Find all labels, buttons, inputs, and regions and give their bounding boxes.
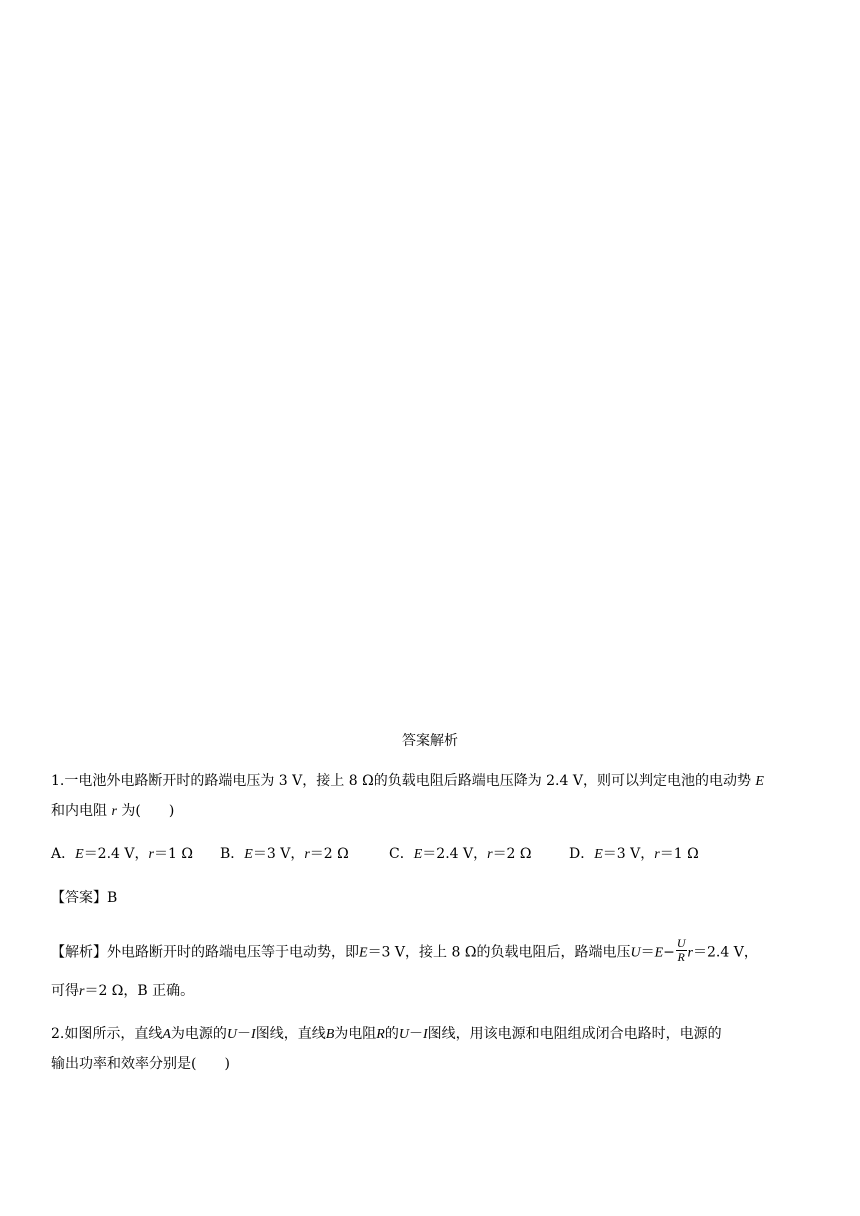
- q1-var-r: r: [111, 804, 117, 819]
- answer-tag: 【答案】: [51, 890, 107, 906]
- q1-stem-text3: 为( ): [121, 803, 175, 819]
- option-b: B．E＝3 V，r＝2 Ω: [220, 846, 349, 862]
- q1-stem-text: 1.一电池外电路断开时的路端电压为 3 V，接上 8 Ω的负载电阻后路端电压降为 2.4 V，则可以判定电池的电动势: [51, 773, 751, 789]
- section-title: 答案解析: [402, 733, 458, 749]
- option-c: C．E＝2.4 V，r＝2 Ω: [389, 846, 532, 862]
- q1-analysis-line1: 【解析】外电路断开时的路端电压等于电动势，即E＝3 V，接上 8 Ω的负载电阻后，路端电压U＝E− $\frac{U}{R}$ r＝2.4 V，: [51, 936, 758, 964]
- q1-var-E: E: [755, 774, 764, 789]
- q1-options: [51, 844, 699, 865]
- q1-stem-line2: [51, 801, 174, 822]
- option-d: D．E＝3 V，r＝1 Ω: [569, 846, 699, 862]
- q1-stem-text2: 和内电阻: [51, 803, 107, 819]
- fraction-u-over-r: $\frac{U}{R}$: [676, 936, 686, 964]
- q1-stem-line1: [51, 771, 764, 792]
- q1-answer: [51, 888, 117, 908]
- analysis-tag: 【解析】: [51, 944, 107, 961]
- q2-stem-line1: 2.如图所示，直线A为电源的U－I图线，直线B为电阻R的U－I图线，用该电源和电阻组成闭合电路时，电源的: [51, 1026, 722, 1042]
- answer-value: B: [107, 890, 118, 906]
- option-a: A．E＝2.4 V，r＝1 Ω: [51, 846, 193, 862]
- q2-stem-line2: 输出功率和效率分别是( ): [51, 1056, 230, 1072]
- q1-analysis-line2: 可得r＝2 Ω，B 正确。: [51, 983, 195, 999]
